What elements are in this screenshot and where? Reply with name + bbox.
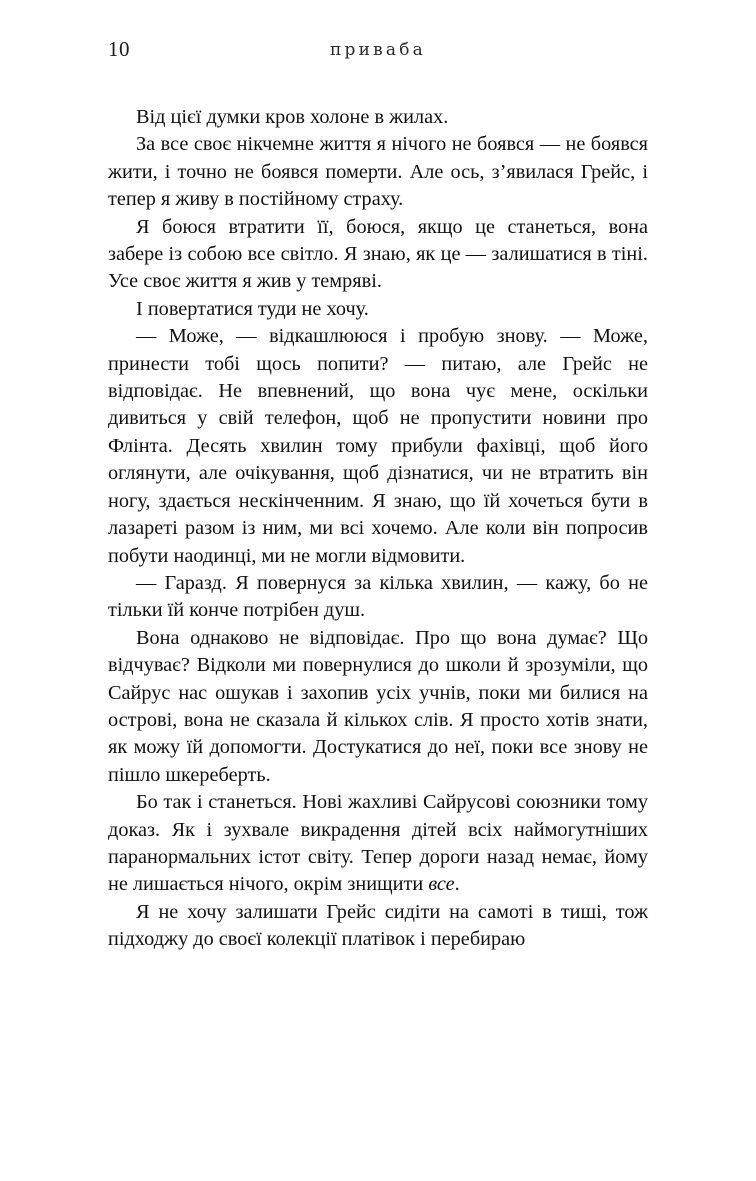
body-text-block	[108, 104, 648, 954]
running-title: приваба	[329, 40, 427, 60]
paragraph: І повертатися туди не хочу.	[136, 297, 369, 320]
paragraph: Я не хочу залишати Грейс сидіти на самоті в тиші, тож підходжу до своєї колекції платівок і перебираю	[108, 900, 648, 951]
paragraph-with-emphasis	[108, 789, 648, 899]
paragraph: Від цієї думки кров холоне в жилах.	[136, 106, 449, 128]
paragraph-text-lead: Бо так і станеться. Нові жахливі Сайрусові союзники тому доказ. Як і зухвале викрадення дітей всіх наймогутніших паранормальних істот світу. Тепер дороги назад немає, йому не лишається нічого, окрім знищити	[108, 791, 648, 896]
paragraph: Я боюся втратити її, боюся, якщо це станеться, вона забере із собою все світло. Я знаю, як це — залишатися в тіні. Усе своє життя я жив у темряві.	[108, 215, 648, 293]
running-head	[108, 36, 648, 66]
paragraph: Вона однаково не відповідає. Про що вона думає? Що відчуває? Відколи ми повернулися до школи й зрозуміли, що Сайрус нас ошукав і захопив усіх учнів, поки ми билися на острові, вона не сказала й кількох слів. Я просто хотів знати, як можу їй допомогти. Достукатися до неї, поки все знову не пішло шкереберть.	[108, 626, 648, 786]
paragraph: — Гаразд. Я повернуся за кілька хвилин, — кажу, бо не тільки їй конче потрібен душ.	[108, 571, 648, 622]
page-number: 10	[108, 37, 130, 61]
paragraph-text-tail: .	[454, 873, 460, 896]
emphasized-word: все	[428, 873, 455, 896]
paragraph: — Може, — відкашлююся і пробую знову. — Може, принести тобі щось попити? — питаю, але Грейс не відповідає. Не впевнений, що вона чує мене, оскільки дивиться у свій телефон, щоб не пропустити новини про Флінта. Десять хвилин тому прибули фахівці, щоб його оглянути, але очікування, щоб дізнатися, чи не втратить він ногу, здається нескінченним. Я знаю, що їй хочеться бути в лазареті разом із ним, ми всі хочемо. Але коли він попросив побути наодинці, ми не могли відмовити.	[108, 325, 648, 567]
paragraph: За все своє нікчемне життя я нічого не боявся — не боявся жити, і точно не боявся померти. Але ось, з’явилася Грейс, і тепер я живу в постійному страху.	[108, 133, 648, 211]
